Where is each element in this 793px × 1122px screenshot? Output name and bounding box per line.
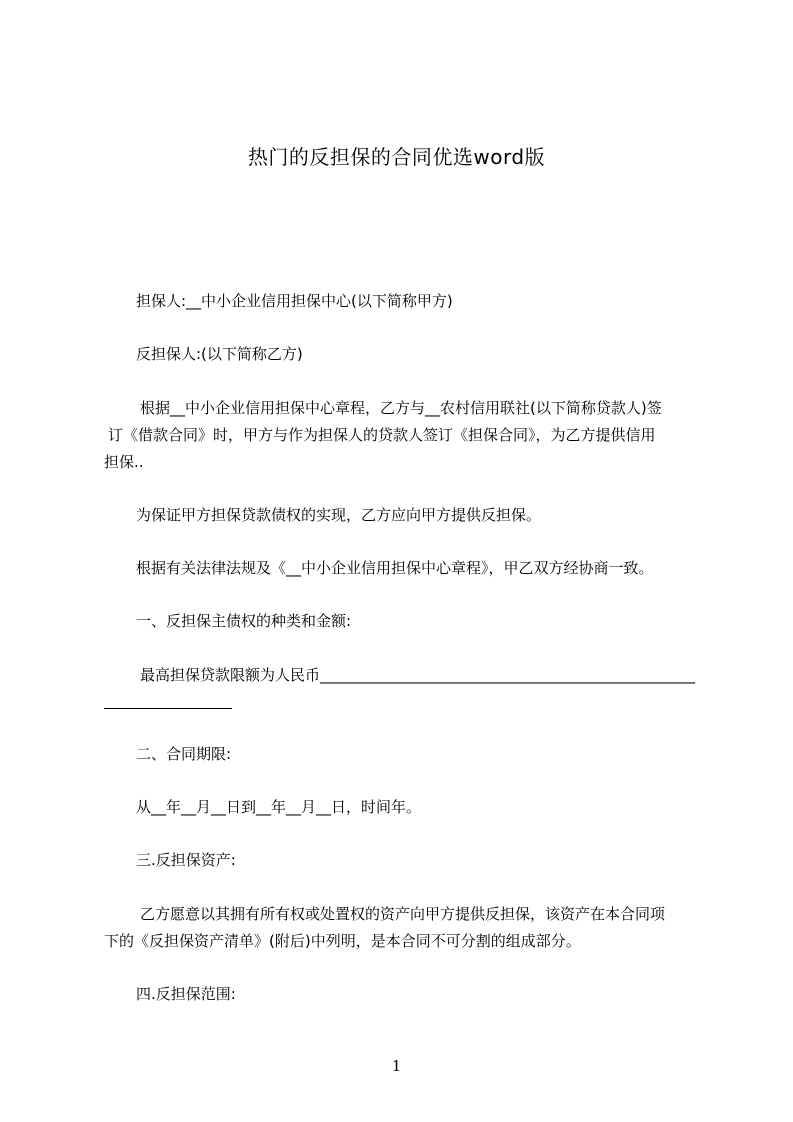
section-3-body-line-2: 下的《反担保资产清单》(附后)中列明，是本合同不可分割的组成部分。 xyxy=(104,932,581,950)
section-2-body: 从__年__月__日到__年__月__日，时间年。 xyxy=(136,798,422,816)
basis-paragraph-line-1: 根据__中小企业信用担保中心章程，乙方与__农村信用联社(以下简称贷款人)签 xyxy=(140,399,662,417)
section-4-heading: 四.反担保范围: xyxy=(136,985,236,1003)
document-title: 热门的反担保的合同优选word版 xyxy=(247,145,546,169)
purpose-paragraph: 为保证甲方担保贷款债权的实现，乙方应向甲方提供反担保。 xyxy=(136,506,542,524)
section-2-heading: 二、合同期限: xyxy=(136,745,232,763)
guarantor-paragraph: 担保人:__中小企业信用担保中心(以下简称甲方) xyxy=(136,292,453,310)
section-1-heading: 一、反担保主债权的种类和金额: xyxy=(136,612,352,630)
basis-paragraph-line-3: 担保.. xyxy=(104,453,144,471)
basis-paragraph-line-2: 订《借款合同》时，甲方与作为担保人的贷款人签订《担保合同》，为乙方提供信用 xyxy=(108,426,656,444)
amount-underline-continuation xyxy=(104,708,232,709)
counter-guarantor-paragraph: 反担保人:(以下简称乙方) xyxy=(136,345,303,363)
agreement-paragraph: 根据有关法律法规及《__中小企业信用担保中心章程》，甲乙双方经协商一致。 xyxy=(136,559,654,577)
section-3-heading: 三.反担保资产: xyxy=(136,851,236,869)
section-1-body: 最高担保贷款限额为人民币__________________________________________________ xyxy=(140,666,696,684)
page-number: 1 xyxy=(391,1057,402,1075)
section-3-body-line-1: 乙方愿意以其拥有所有权或处置权的资产向甲方提供反担保，该资产在本合同项 xyxy=(140,905,666,923)
